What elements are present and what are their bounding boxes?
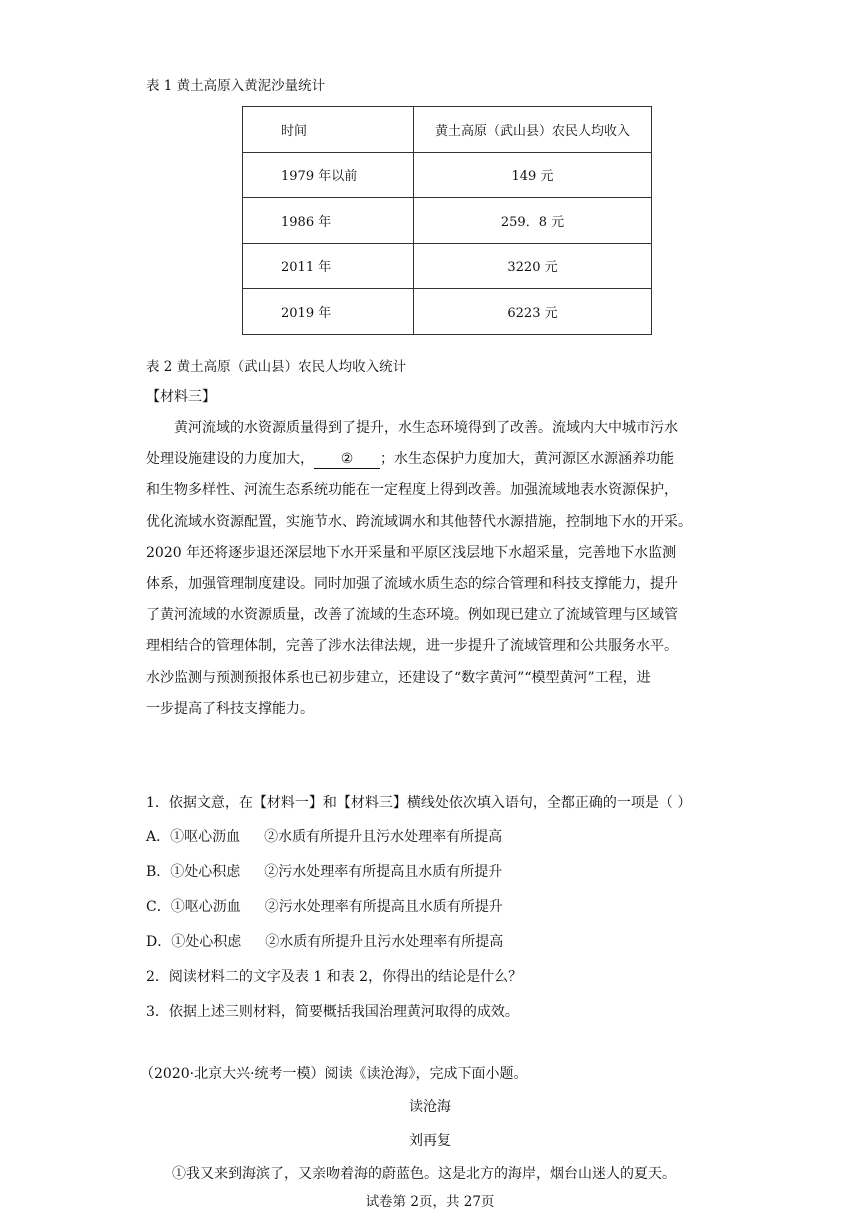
table-header-cell: 黄土高原（武山县）农民人均收入 [414,107,652,153]
table2-caption: 表 2 黄土高原（武山县）农民人均收入统计 [146,359,407,375]
option-text: ②水质有所提升且污水处理率有所提高 [264,829,503,845]
table-cell: 2019 年 [243,289,414,335]
table-row [243,289,652,335]
table-row [243,198,652,244]
table-cell: 3220 元 [414,243,652,289]
table-cell: 6223 元 [414,289,652,335]
table-row [243,243,652,289]
paragraph-line [146,444,706,475]
table-cell: 1979 年以前 [243,152,414,198]
table-cell: 1986 年 [243,198,414,244]
fill-blank-2: ② [314,450,380,469]
table-cell: 2011 年 [243,243,414,289]
option-label: C．①呕心沥血 [146,899,241,915]
text-span: ；水生态保护力度加大，黄河源区水源涵养功能 [380,451,674,468]
paragraph-line: 了黄河流域的水资源质量，改善了流域的生态环境。例如现已建立了流域管理与区域管 [146,607,678,624]
paragraph-line: 和生物多样性、河流生态系统功能在一定程度上得到改善。加强流域地表水资源保护， [146,482,678,499]
option-a [146,826,502,846]
page-footer: 试卷第 2页，共 27页 [365,1194,495,1210]
table-header-cell: 时间 [243,107,414,153]
material3-paragraph [146,413,706,725]
paragraph-line: 一步提高了科技支撑能力。 [146,700,314,717]
paragraph-line: 2020 年还将逐步退还深层地下水开采量和平原区浅层地下水超采量，完善地下水监测 [146,544,677,561]
text-span: 处理设施建设的力度加大， [146,451,314,468]
paragraph-line: 体系，加强管理制度建设。同时加强了流域水质生态的综合管理和科技支撑能力，提升 [146,576,678,593]
paragraph-line: 水沙监测与预测预报体系也已初步建立，还建设了“数字黄河”“模型黄河”工程，进 [146,669,651,686]
paragraph-line: 理相结合的管理体制，完善了涉水法律法规，进一步提升了流域管理和公共服务水平。 [146,638,678,655]
material3-heading: 【材料三】 [146,389,216,405]
article-title: 读沧海 [409,1099,451,1115]
table1-caption: 表 1 黄土高原入黄泥沙量统计 [146,78,326,94]
option-b [146,861,502,881]
income-table [242,106,652,335]
source-line: （2020·北京大兴·统考一模）阅读《读沧海》，完成下面小题。 [140,1066,528,1082]
option-text: ②污水处理率有所提高且水质有所提升 [264,899,503,915]
option-text: ②水质有所提升且污水处理率有所提高 [265,934,504,950]
question-2: 2．阅读材料二的文字及表 1 和表 2，你得出的结论是什么？ [146,969,523,985]
paragraph-line: 优化流域水资源配置，实施节水、跨流域调水和其他替代水源措施，控制地下水的开采。 [146,513,692,530]
table-row [243,152,652,198]
option-label: B．①处心积虑 [146,864,241,880]
table-cell: 259．8 元 [414,198,652,244]
option-d [146,931,503,951]
option-c [146,896,503,916]
question-1: 1．依据文意，在【材料一】和【材料三】横线处依次填入语句，全都正确的一项是（ ） [146,795,692,811]
option-label: A．①呕心沥血 [146,829,241,845]
option-text: ②污水处理率有所提高且水质有所提升 [264,864,503,880]
option-label: D．①处心积虑 [146,934,242,950]
table-header-row [243,107,652,153]
paragraph-line: 黄河流域的水资源质量得到了提升，水生态环境得到了改善。流域内大中城市污水 [174,420,678,436]
article-author: 刘再复 [409,1133,451,1149]
article-first-line: ①我又来到海滨了，又亲吻着海的蔚蓝色。这是北方的海岸，烟台山迷人的夏天。 [172,1166,676,1182]
table-cell: 149 元 [414,152,652,198]
question-3: 3．依据上述三则材料，简要概括我国治理黄河取得的成效。 [146,1004,519,1020]
